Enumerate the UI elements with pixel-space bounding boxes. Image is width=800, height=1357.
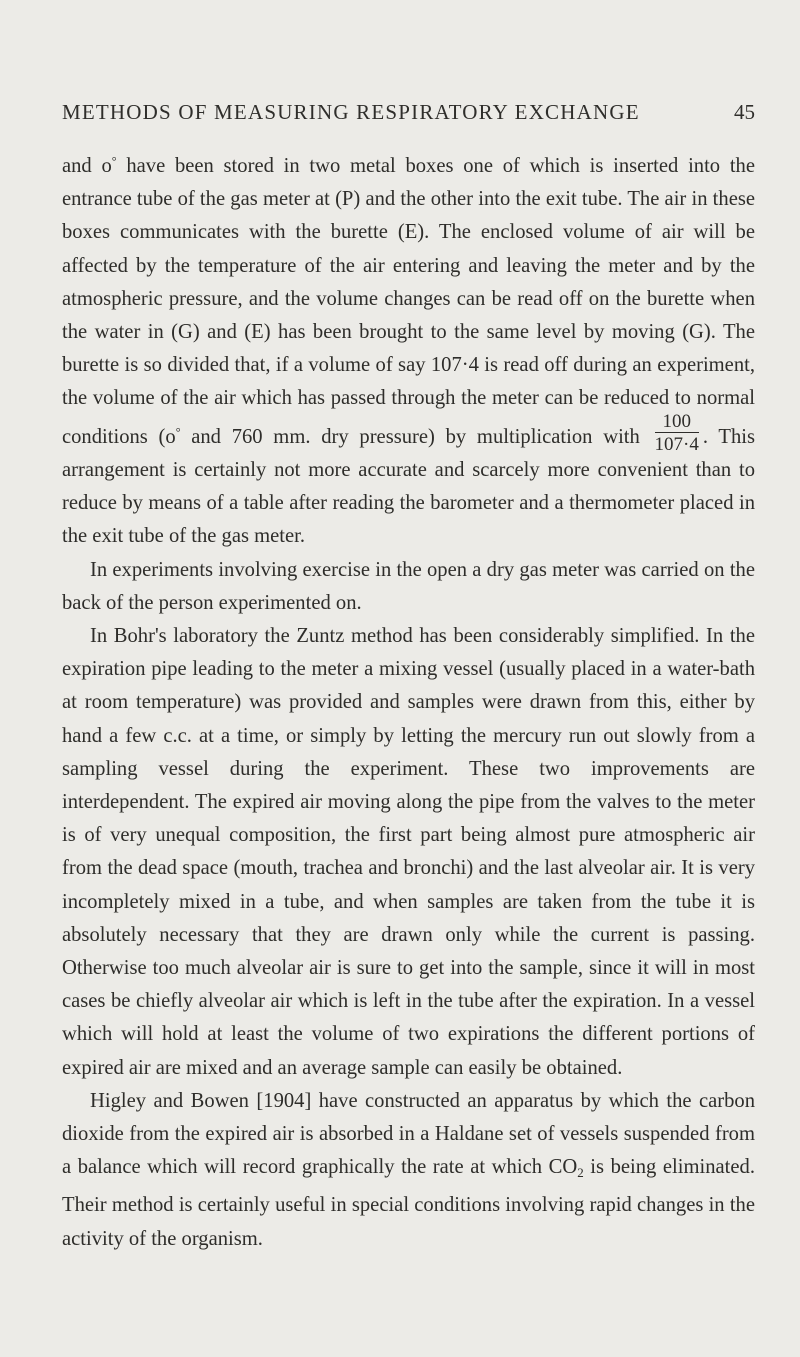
- fraction: [655, 412, 699, 454]
- paragraph-3: In Bohr's laboratory the Zuntz method has been considerably simplified. In the expiration pipe leading to the meter a mixing vessel (usually placed in a water-bath at room temperature) was provided and samples were drawn from this, either by hand a few c.c. at a time, or simply by letting the mercury run out slowly from a sampling vessel during the experiment. These two improvements are interdependent. The expired air moving along the pipe from the valves to the meter is of very unequal composition, the first part being almost pure atmospheric air from the dead space (mouth, trachea and bronchi) and the last alveolar air. It is very incompletely mixed in a tube, and when samples are taken from the tube it is absolutely necessary that they are drawn only while the current is passing. Otherwise too much alveolar air is sure to get into the sample, since it will in most cases be chiefly alveolar air which is left in the tube after the expiration. In a vessel which will hold at least the volume of two expirations the different portions of expired air are mixed and an average sample can easily be obtained.: [62, 624, 755, 1079]
- paragraph-1-part-d: . This arrangement is certainly not more accurate and scarcely more convenient than to reduce by means of a table after reading the barometer and a thermometer placed in the exit tube of the gas meter.: [62, 425, 755, 548]
- body-text: [62, 145, 755, 1256]
- fraction-denominator: 107·4: [654, 433, 699, 455]
- paragraph-4-part-b: is being eliminated. Their method is certainly useful in special conditions involving rapid changes in the activity of the organism.: [62, 1156, 755, 1250]
- paragraph-1-part-a: and o: [62, 155, 112, 177]
- paragraph-2: In experiments involving exercise in the open a dry gas meter was carried on the back of the person experimented on.: [62, 558, 755, 614]
- degree-sign: °: [111, 154, 117, 168]
- subscript: 2: [577, 1165, 584, 1181]
- chapter-title: METHODS OF MEASURING RESPIRATORY EXCHANGE: [62, 100, 640, 124]
- paragraph-1-part-c: and 760 mm. dry pressure) by multiplication with: [180, 425, 651, 448]
- running-head: [62, 100, 755, 125]
- paragraph-1: [62, 145, 755, 554]
- page-number: 45: [734, 100, 755, 124]
- paragraph-4-part-a: Higley and Bowen [1904] have constructed an apparatus by which the carbon dioxide from the expired air is absorbed in a Haldane set of vessels suspended from a balance which will record graphically the rate at which CO: [62, 1089, 755, 1179]
- paragraph-4: [62, 1085, 755, 1256]
- degree-sign: °: [175, 424, 181, 439]
- paragraph-1-part-b: have been stored in two metal boxes one of which is inserted into the entrance tube of the gas meter at (P) and the other into the exit tube. The air in these boxes communicates with the burette (E). The enclosed volume of air will be affected by the temperature of the air entering and leaving the meter and by the atmospheric pressure, and the volume changes can be read off on the burette when the water in (G) and (E) has been brought to the same level by moving (G). The burette is so divided that, if a volume of say 107·4 is read off during an experiment, the volume of the air which has passed through the meter can be reduced to normal conditions (o: [62, 155, 755, 448]
- fraction-numerator: 100: [655, 412, 699, 433]
